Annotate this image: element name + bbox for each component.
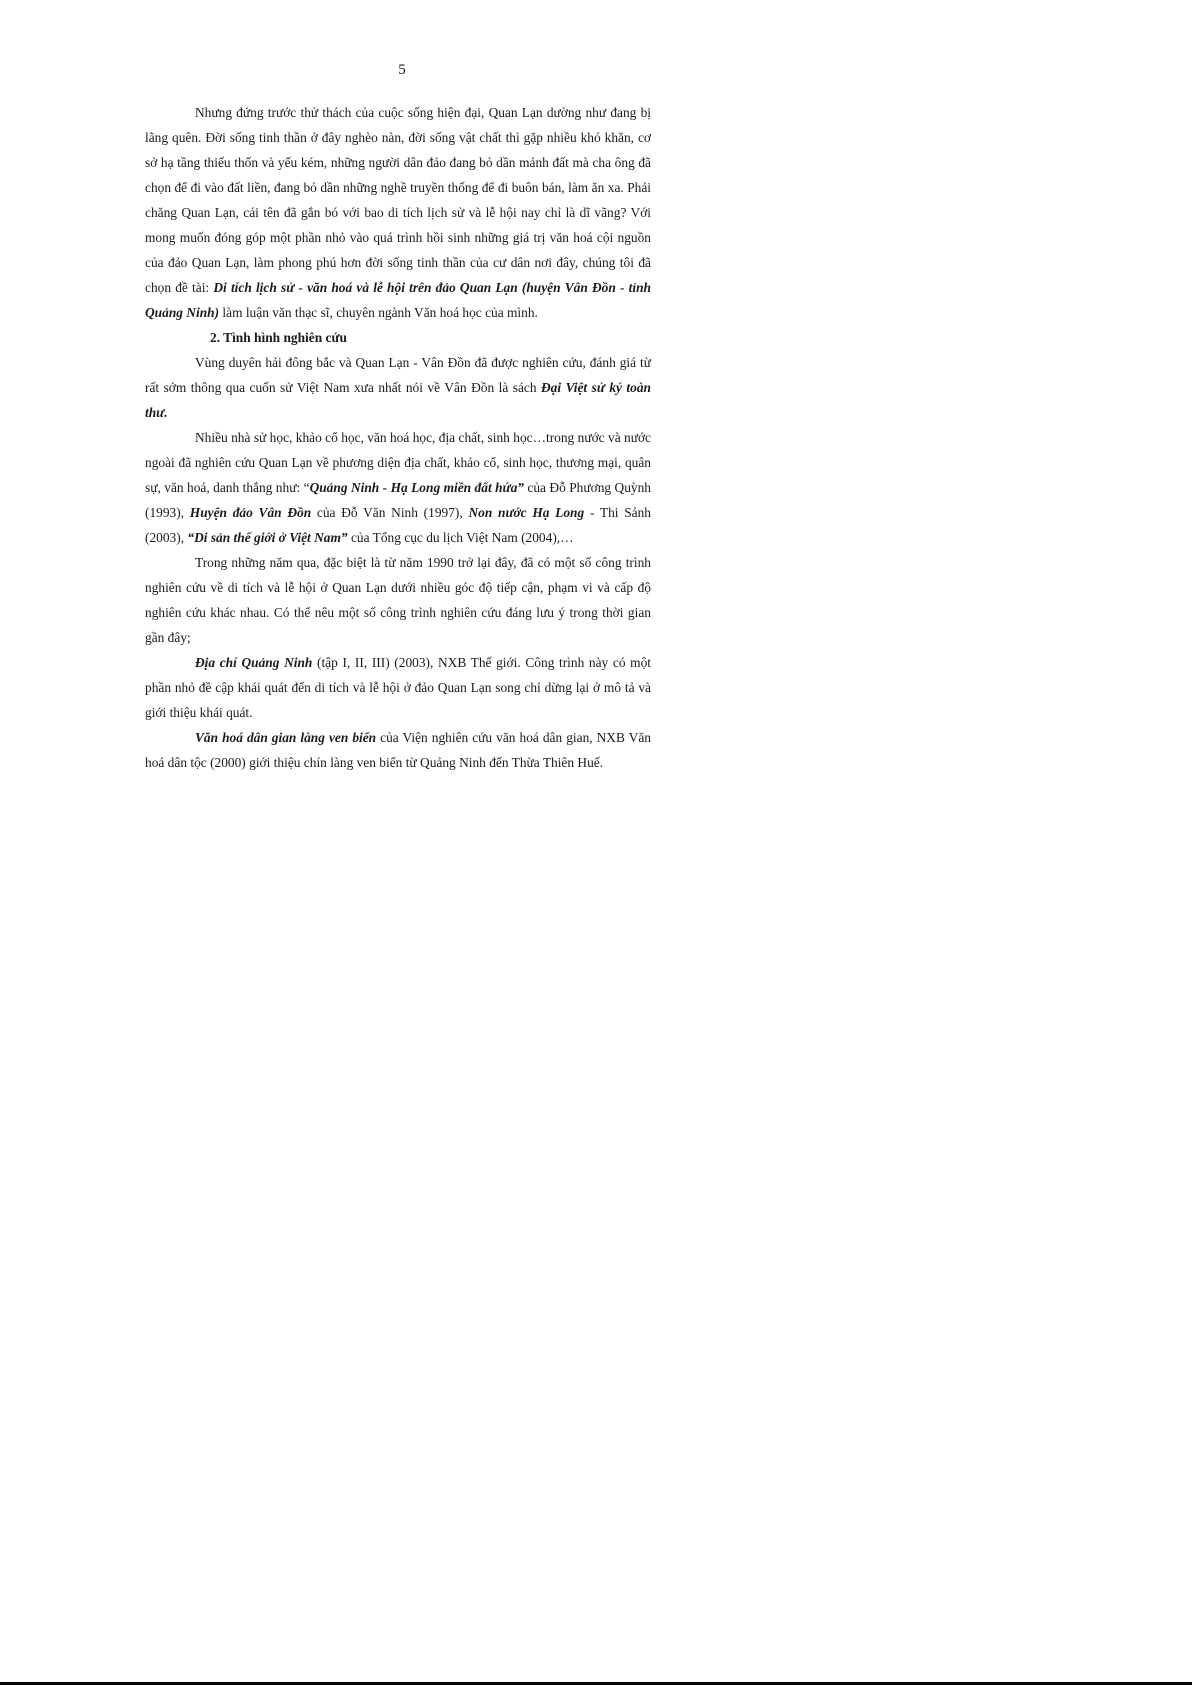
emphasized-title: Địa chí Quảng Ninh (195, 655, 313, 670)
body-paragraph (145, 425, 651, 550)
emphasized-title: Đại Việt sử ký toàn thư. (145, 380, 651, 420)
text-run: (tập I, II, III) (2003), NXB Thế giới. Công trình này có một phần nhỏ đề cập khái quát đến di tích và lễ hội ở đảo Quan Lạn song chỉ dừng lại ở mô tả và giới thiệu khái quát. (145, 655, 651, 720)
emphasized-title: Văn hoá dân gian làng ven biển (195, 730, 377, 745)
section-heading (145, 325, 651, 350)
document-body (145, 100, 651, 775)
text-run: làm luận văn thạc sĩ, chuyên ngành Văn hoá học của mình. (219, 305, 538, 320)
text-run: - Thi Sảnh (2003), (145, 505, 652, 545)
text-run: của Đỗ Phương Quỳnh (1993), (145, 480, 651, 520)
body-paragraph (145, 650, 651, 725)
text-run: Nhiều nhà sử học, khảo cổ học, văn hoá học, địa chất, sinh học…trong nước và nước ngoài đã nghiên cứu Quan Lạn về phương diện địa chất, khảo cổ, sinh học, thương mại, quân sự, văn hoá, danh thắng như: “ (145, 430, 651, 495)
body-paragraph (145, 725, 651, 775)
text-run: Nhưng đứng trước thử thách của cuộc sống hiện đại, Quan Lạn dường như đang bị lãng quên. Đời sống tinh thần ở đây nghèo nàn, đời sống vật chất thì gặp nhiều khó khăn, cơ sở hạ tầng thiếu thốn và yếu kém, những người dân đảo đang bỏ dần mảnh đất mà cha ông đã chọn để đi vào đất liền, đang bỏ dần những nghề truyền thống để đi buôn bán, làm ăn xa. Phải chăng Quan Lạn, cái tên đã gắn bó với bao di tích lịch sử và lễ hội nay chỉ là dĩ vãng? Với mong muốn đóng góp một phần nhỏ vào quá trình hồi sinh những giá trị văn hoá cội nguồn của đảo Quan Lạn, làm phong phú hơn đời sống tinh thần của cư dân nơi đây, chúng tôi đã chọn đề tài: (145, 105, 651, 295)
emphasized-title: Non nước Hạ Long (468, 505, 585, 520)
text-run: của Tổng cục du lịch Việt Nam (2004),… (347, 530, 574, 545)
body-paragraph (145, 350, 651, 425)
text-run: của Viện nghiên cứu văn hoá dân gian, NXB Văn hoá dân tộc (2000) giới thiệu chín làng ven biển từ Quảng Ninh đến Thừa Thiên Huế. (145, 730, 651, 770)
text-run: của Đỗ Văn Ninh (1997), (311, 505, 469, 520)
emphasized-title: “Di sản thế giới ở Việt Nam” (187, 530, 348, 545)
emphasized-title: Huyện đảo Vân Đồn (189, 505, 312, 520)
body-paragraph (145, 100, 651, 325)
emphasized-title: Di tích lịch sử - văn hoá và lễ hội trên đảo Quan Lạn (huyện Vân Đồn - tỉnh Quảng Ninh) (145, 280, 651, 320)
emphasized-title: Quảng Ninh - Hạ Long miền đất hứa” (309, 480, 524, 495)
text-run: Trong những năm qua, đặc biệt là từ năm 1990 trở lại đây, đã có một số công trình nghiên cứu về di tích và lễ hội ở Quan Lạn dưới nhiều góc độ tiếp cận, phạm vi và cấp độ nghiên cứu khác nhau. Có thể nêu một số công trình nghiên cứu đáng lưu ý trong thời gian gần đây; (145, 555, 651, 645)
page-number: 5 (398, 62, 406, 78)
body-paragraph (145, 550, 651, 650)
text-run: Vùng duyên hải đông bắc và Quan Lạn - Vân Đồn đã được nghiên cứu, đánh giá từ rất sớm thông qua cuốn sử Việt Nam xưa nhất nói về Vân Đồn là sách (145, 355, 651, 395)
text-run: 2. Tình hình nghiên cứu (210, 330, 347, 345)
